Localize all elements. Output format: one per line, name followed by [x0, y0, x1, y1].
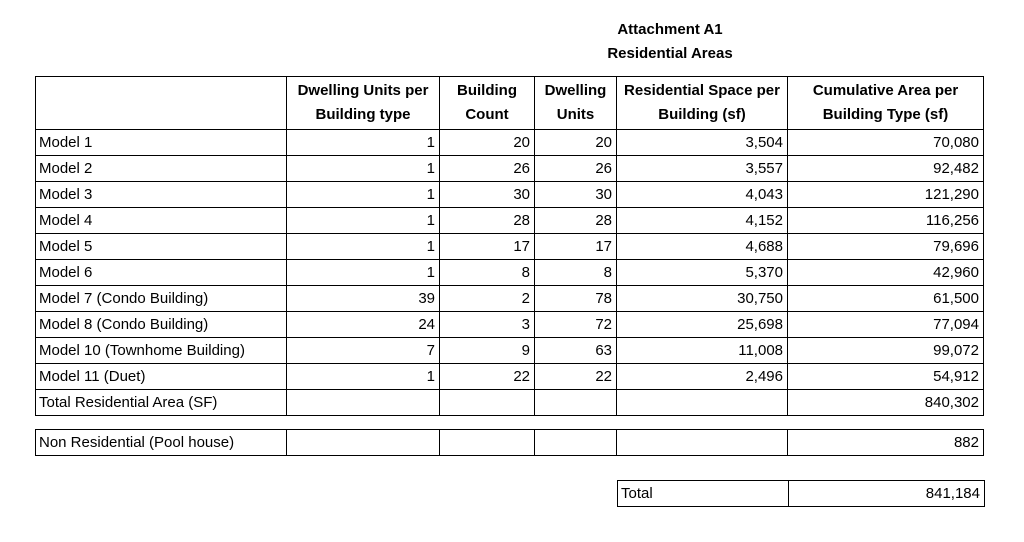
empty-cell — [535, 390, 617, 416]
empty-cell — [440, 390, 535, 416]
header-residential-space: Residential Space per Building (sf) — [617, 77, 788, 130]
dwelling-units: 63 — [535, 338, 617, 364]
residential-space: 3,557 — [617, 156, 788, 182]
model-name: Model 10 (Townhome Building) — [36, 338, 287, 364]
dwelling-units: 20 — [535, 130, 617, 156]
total-residential-label: Total Residential Area (SF) — [36, 390, 287, 416]
residential-space: 25,698 — [617, 312, 788, 338]
building-count: 2 — [440, 286, 535, 312]
table-row — [36, 364, 984, 390]
non-residential-label: Non Residential (Pool house) — [36, 430, 287, 456]
dwelling-units: 8 — [535, 260, 617, 286]
grand-total-table — [617, 480, 985, 507]
grand-total-value: 841,184 — [789, 481, 985, 507]
units-per-building: 1 — [287, 234, 440, 260]
non-residential-value: 882 — [788, 430, 984, 456]
table-row — [36, 208, 984, 234]
residential-space: 11,008 — [617, 338, 788, 364]
cumulative-area: 121,290 — [788, 182, 984, 208]
units-per-building: 1 — [287, 182, 440, 208]
table-row — [36, 130, 984, 156]
units-per-building: 1 — [287, 260, 440, 286]
cumulative-area: 92,482 — [788, 156, 984, 182]
empty-cell — [287, 390, 440, 416]
units-per-building: 1 — [287, 156, 440, 182]
cumulative-area: 79,696 — [788, 234, 984, 260]
residential-space: 4,043 — [617, 182, 788, 208]
residential-space: 4,688 — [617, 234, 788, 260]
table-row — [36, 312, 984, 338]
non-residential-table — [35, 429, 984, 456]
header-dwelling-units: Dwelling Units — [535, 77, 617, 130]
cumulative-area: 54,912 — [788, 364, 984, 390]
empty-cell — [535, 430, 617, 456]
table-row — [36, 286, 984, 312]
cumulative-area: 70,080 — [788, 130, 984, 156]
dwelling-units: 72 — [535, 312, 617, 338]
building-count: 8 — [440, 260, 535, 286]
building-count: 26 — [440, 156, 535, 182]
header-model — [36, 77, 287, 130]
grand-total-label: Total — [618, 481, 789, 507]
units-per-building: 1 — [287, 208, 440, 234]
units-per-building: 24 — [287, 312, 440, 338]
dwelling-units: 26 — [535, 156, 617, 182]
model-name: Model 11 (Duet) — [36, 364, 287, 390]
model-name: Model 5 — [36, 234, 287, 260]
total-residential-value: 840,302 — [788, 390, 984, 416]
cumulative-area: 99,072 — [788, 338, 984, 364]
units-per-building: 1 — [287, 130, 440, 156]
model-name: Model 6 — [36, 260, 287, 286]
residential-space: 4,152 — [617, 208, 788, 234]
header-units-per-building: Dwelling Units per Building type — [287, 77, 440, 130]
model-name: Model 3 — [36, 182, 287, 208]
residential-space: 5,370 — [617, 260, 788, 286]
table-row — [36, 156, 984, 182]
non-residential-row — [36, 430, 984, 456]
table-row — [36, 260, 984, 286]
cumulative-area: 77,094 — [788, 312, 984, 338]
table-row — [36, 182, 984, 208]
building-count: 28 — [440, 208, 535, 234]
model-name: Model 8 (Condo Building) — [36, 312, 287, 338]
empty-cell — [617, 390, 788, 416]
residential-areas-table — [35, 76, 984, 416]
building-count: 20 — [440, 130, 535, 156]
model-name: Model 7 (Condo Building) — [36, 286, 287, 312]
header-row — [36, 77, 984, 130]
building-count: 17 — [440, 234, 535, 260]
building-count: 22 — [440, 364, 535, 390]
grand-total-row — [618, 481, 985, 507]
empty-cell — [440, 430, 535, 456]
residential-space: 30,750 — [617, 286, 788, 312]
table-row — [36, 234, 984, 260]
building-count: 9 — [440, 338, 535, 364]
dwelling-units: 78 — [535, 286, 617, 312]
table-row — [36, 338, 984, 364]
model-name: Model 2 — [36, 156, 287, 182]
table-body — [36, 130, 984, 416]
dwelling-units: 17 — [535, 234, 617, 260]
dwelling-units: 30 — [535, 182, 617, 208]
units-per-building: 7 — [287, 338, 440, 364]
empty-cell — [287, 430, 440, 456]
dwelling-units: 22 — [535, 364, 617, 390]
residential-space: 2,496 — [617, 364, 788, 390]
cumulative-area: 42,960 — [788, 260, 984, 286]
empty-cell — [617, 430, 788, 456]
model-name: Model 1 — [36, 130, 287, 156]
building-count: 30 — [440, 182, 535, 208]
dwelling-units: 28 — [535, 208, 617, 234]
header-building-count: Building Count — [440, 77, 535, 130]
building-count: 3 — [440, 312, 535, 338]
units-per-building: 39 — [287, 286, 440, 312]
total-residential-row — [36, 390, 984, 416]
cumulative-area: 116,256 — [788, 208, 984, 234]
document-title: Attachment A1 — [617, 21, 723, 38]
model-name: Model 4 — [36, 208, 287, 234]
cumulative-area: 61,500 — [788, 286, 984, 312]
header-cumulative-area: Cumulative Area per Building Type (sf) — [788, 77, 984, 130]
units-per-building: 1 — [287, 364, 440, 390]
residential-space: 3,504 — [617, 130, 788, 156]
document-subtitle: Residential Areas — [607, 45, 733, 62]
